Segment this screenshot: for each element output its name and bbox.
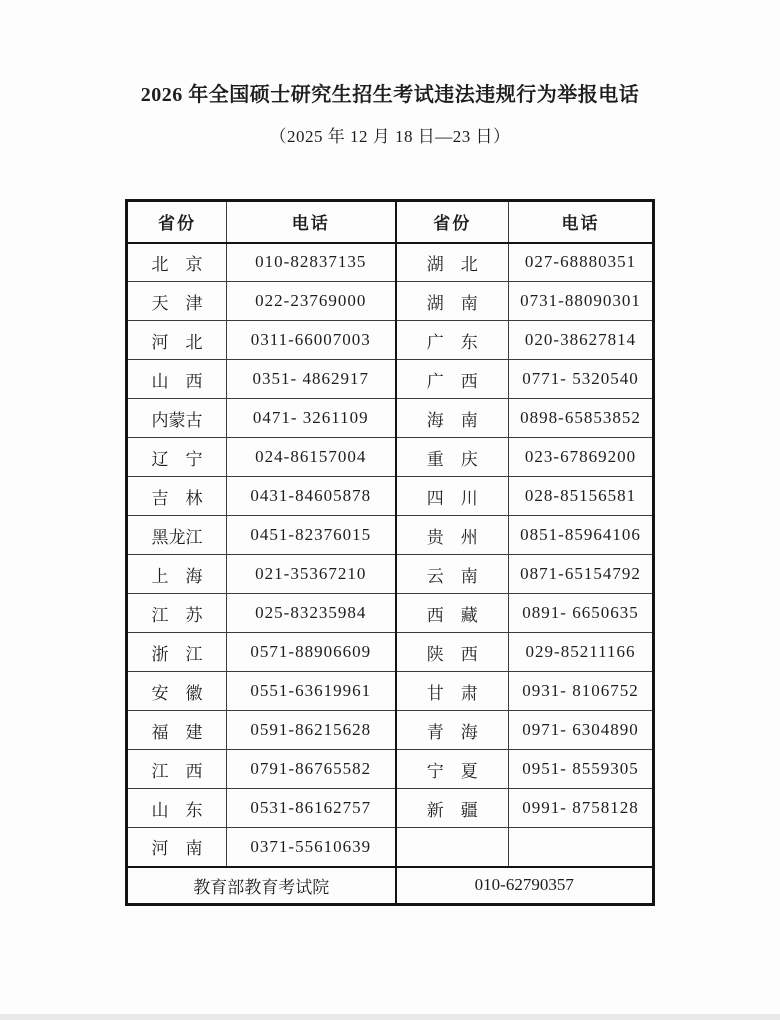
phone-cell: 0891- 6650635 [509, 594, 654, 633]
phone-cell: 0371-55610639 [227, 828, 396, 867]
column-header-phone: 电话 [227, 201, 396, 243]
table-row [127, 594, 654, 633]
phone-cell [509, 828, 654, 867]
phone-cell: 0731-88090301 [509, 282, 654, 321]
province-cell: 江 西 [127, 750, 227, 789]
page-subtitle: （2025 年 12 月 18 日—23 日） [269, 127, 511, 146]
phone-cell: 020-38627814 [509, 321, 654, 360]
phone-cell: 0451-82376015 [227, 516, 396, 555]
phone-cell: 022-23769000 [227, 282, 396, 321]
phone-cell: 0771- 5320540 [509, 360, 654, 399]
column-header-province: 省份 [396, 201, 509, 243]
column-header-province: 省份 [127, 201, 227, 243]
table-row [127, 828, 654, 867]
phone-cell: 025-83235984 [227, 594, 396, 633]
province-cell: 重 庆 [396, 438, 509, 477]
province-cell: 福 建 [127, 711, 227, 750]
phone-cell: 023-67869200 [509, 438, 654, 477]
table-row [127, 282, 654, 321]
province-cell: 青 海 [396, 711, 509, 750]
phone-cell: 024-86157004 [227, 438, 396, 477]
phone-cell: 0311-66007003 [227, 321, 396, 360]
phone-cell: 028-85156581 [509, 477, 654, 516]
page-title: 2026 年全国硕士研究生招生考试违法违规行为举报电话 [140, 84, 640, 106]
phone-cell: 029-85211166 [509, 633, 654, 672]
table-footer [127, 867, 654, 905]
province-cell: 天 津 [127, 282, 227, 321]
phone-cell: 0571-88906609 [227, 633, 396, 672]
province-cell: 甘 肃 [396, 672, 509, 711]
phone-cell: 0851-85964106 [509, 516, 654, 555]
province-cell [396, 828, 509, 867]
province-cell: 湖 北 [396, 243, 509, 282]
phone-cell: 021-35367210 [227, 555, 396, 594]
table-header-row [127, 201, 654, 243]
phone-cell: 027-68880351 [509, 243, 654, 282]
province-cell: 山 西 [127, 360, 227, 399]
footer-org-cell: 教育部教育考试院 [127, 867, 396, 905]
province-cell: 河 北 [127, 321, 227, 360]
phone-cell: 0931- 8106752 [509, 672, 654, 711]
province-cell: 江 苏 [127, 594, 227, 633]
province-cell: 新 疆 [396, 789, 509, 828]
province-cell: 辽 宁 [127, 438, 227, 477]
phone-cell: 0791-86765582 [227, 750, 396, 789]
table-row [127, 321, 654, 360]
province-cell: 内蒙古 [127, 399, 227, 438]
table-row [127, 750, 654, 789]
table-body [127, 243, 654, 867]
table-row [127, 477, 654, 516]
province-cell: 湖 南 [396, 282, 509, 321]
province-cell: 广 东 [396, 321, 509, 360]
table-row [127, 555, 654, 594]
phone-cell: 0551-63619961 [227, 672, 396, 711]
table-row [127, 672, 654, 711]
province-cell: 宁 夏 [396, 750, 509, 789]
province-cell: 陕 西 [396, 633, 509, 672]
province-cell: 山 东 [127, 789, 227, 828]
province-cell: 吉 林 [127, 477, 227, 516]
phone-cell: 0431-84605878 [227, 477, 396, 516]
table-footer-row [127, 867, 654, 905]
province-cell: 贵 州 [396, 516, 509, 555]
table-row [127, 711, 654, 750]
province-cell: 上 海 [127, 555, 227, 594]
phone-cell: 0591-86215628 [227, 711, 396, 750]
table-row [127, 399, 654, 438]
phone-cell: 0531-86162757 [227, 789, 396, 828]
phone-cell: 0871-65154792 [509, 555, 654, 594]
phone-cell: 0951- 8559305 [509, 750, 654, 789]
province-cell: 浙 江 [127, 633, 227, 672]
province-cell: 黑龙江 [127, 516, 227, 555]
province-cell: 安 徽 [127, 672, 227, 711]
table-header [127, 201, 654, 243]
table-row [127, 438, 654, 477]
table-row [127, 243, 654, 282]
phone-cell: 0898-65853852 [509, 399, 654, 438]
phone-cell: 0971- 6304890 [509, 711, 654, 750]
column-header-phone: 电话 [509, 201, 654, 243]
phone-cell: 0991- 8758128 [509, 789, 654, 828]
province-cell: 河 南 [127, 828, 227, 867]
province-cell: 广 西 [396, 360, 509, 399]
table-row [127, 516, 654, 555]
province-cell: 云 南 [396, 555, 509, 594]
province-cell: 北 京 [127, 243, 227, 282]
table-row [127, 360, 654, 399]
phone-cell: 010-82837135 [227, 243, 396, 282]
province-cell: 西 藏 [396, 594, 509, 633]
phone-cell: 0471- 3261109 [227, 399, 396, 438]
province-cell: 海 南 [396, 399, 509, 438]
table-row [127, 633, 654, 672]
phone-cell: 0351- 4862917 [227, 360, 396, 399]
table-row [127, 789, 654, 828]
page-bottom-edge [0, 1014, 780, 1020]
footer-phone-cell: 010-62790357 [396, 867, 654, 905]
report-phone-table [125, 199, 655, 906]
province-cell: 四 川 [396, 477, 509, 516]
